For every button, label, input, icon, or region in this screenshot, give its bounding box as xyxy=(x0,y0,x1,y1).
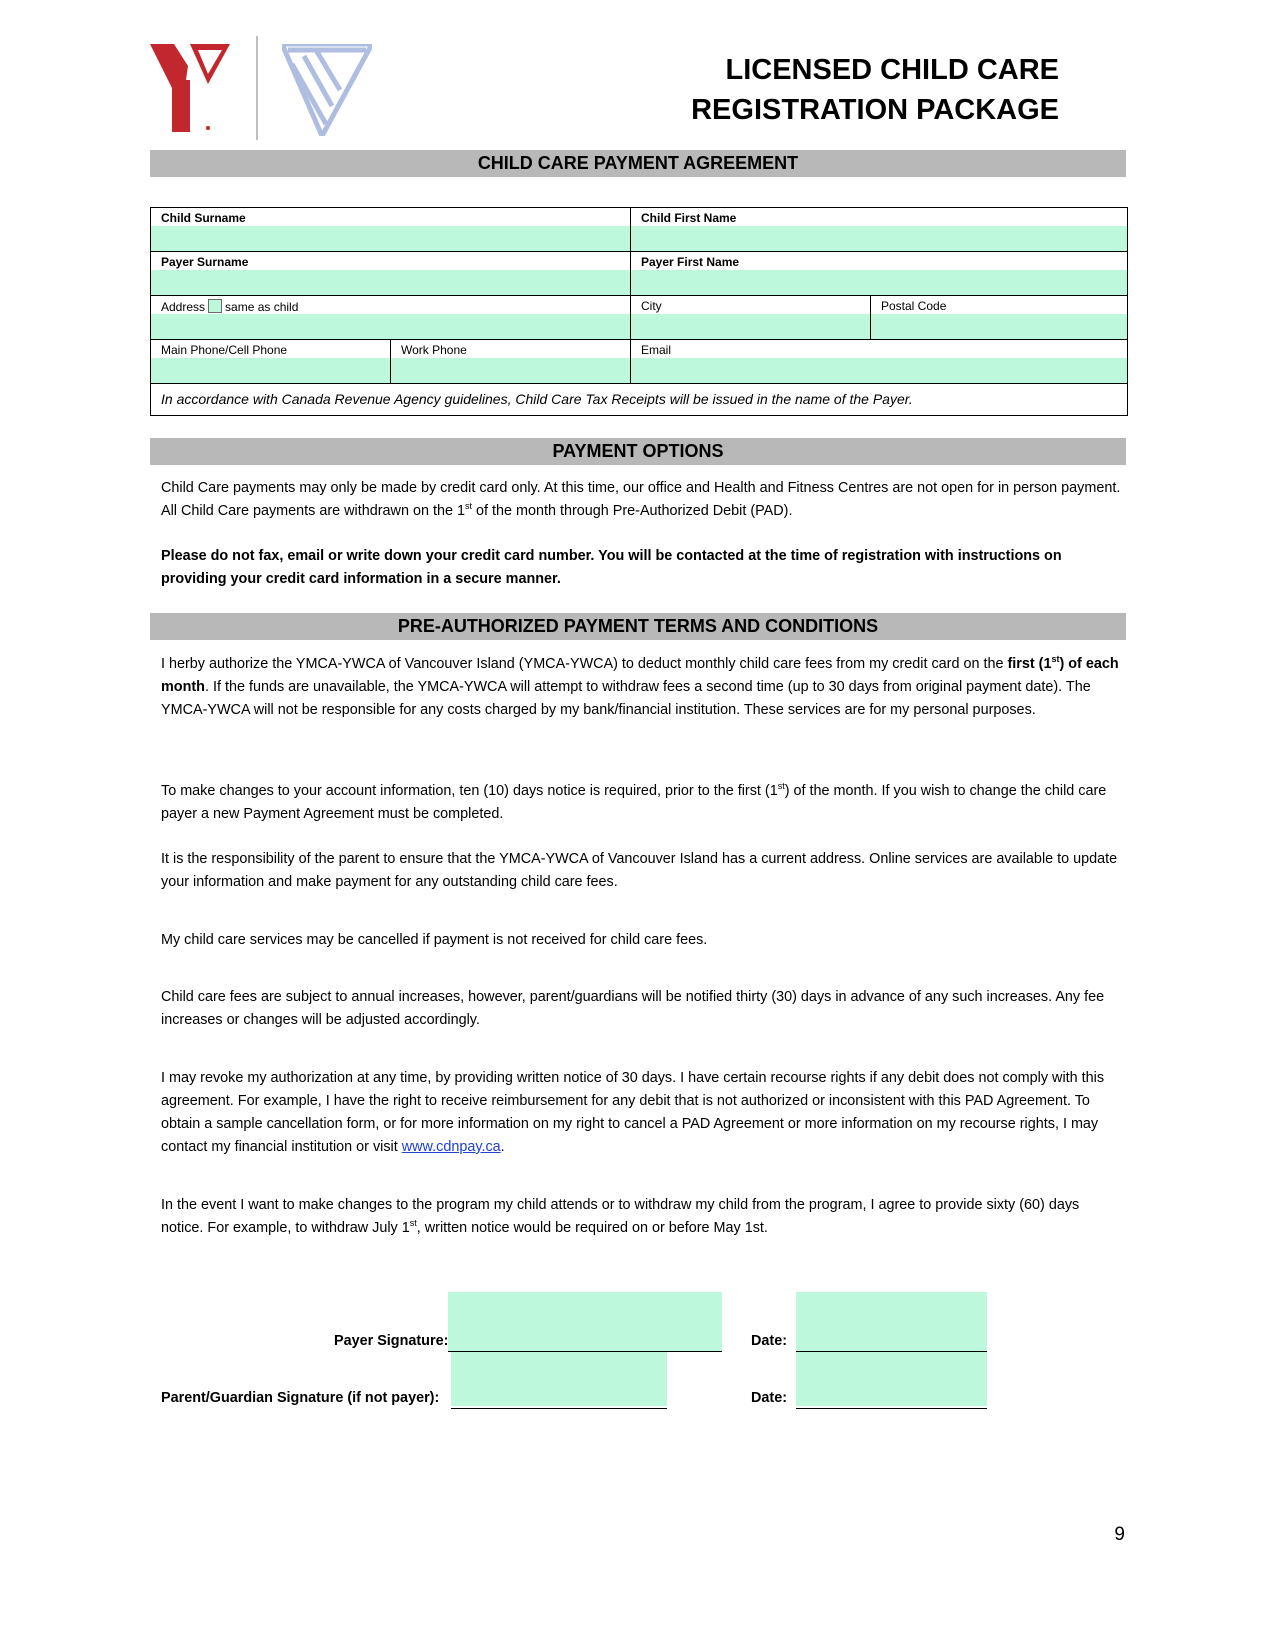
parent-date-line xyxy=(796,1388,987,1409)
logo-divider xyxy=(256,36,258,140)
address-field[interactable] xyxy=(151,314,630,339)
main-phone-label: Main Phone/Cell Phone xyxy=(161,343,288,357)
address-label: Address xyxy=(161,300,206,314)
email-field[interactable] xyxy=(631,358,1127,383)
terms-paragraph-5: Child care fees are subject to annual increases, however, parent/guardians will be notified thirty (30) days in advance of any such increases. Any fee increases or changes will be adjusted accordingly. xyxy=(161,989,1105,1028)
child-first-name-label: Child First Name xyxy=(641,211,737,225)
terms-paragraph-3: It is the responsibility of the parent to ensure that the YMCA-YWCA of Vancouver Island has a current address. Online services are available to update your information and make payment for any outstanding child care fees. xyxy=(161,851,1118,890)
address-cell xyxy=(151,296,631,340)
payer-surname-field[interactable] xyxy=(151,270,630,295)
address-label-row xyxy=(151,296,630,314)
child-surname-field[interactable] xyxy=(151,226,630,251)
tax-receipt-note: In accordance with Canada Revenue Agency guidelines, Child Care Tax Receipts will be issued in the name of the Payer. xyxy=(161,391,913,407)
payer-date-label: Date: xyxy=(751,1333,787,1349)
city-field[interactable] xyxy=(631,314,870,339)
terms-paragraph-4: My child care services may be cancelled if payment is not received for child care fees. xyxy=(161,932,708,948)
cdnpay-link[interactable]: www.cdnpay.ca xyxy=(401,1139,501,1155)
child-first-name-cell xyxy=(631,208,1128,252)
payer-date-line xyxy=(796,1331,987,1352)
payer-surname-cell xyxy=(151,252,631,296)
payer-first-name-field[interactable] xyxy=(631,270,1127,295)
child-surname-cell xyxy=(151,208,631,252)
city-cell xyxy=(631,296,871,340)
terms-paragraph-1: I herby authorize the YMCA-YWCA of Vancouver Island (YMCA-YWCA) to deduct monthly child care fees from my credit card on the first (1st) of each month. If the funds are unavailable, the YMCA-YWCA will attempt to withdraw fees a second time (up to 30 days from original payment date). The YMCA-YWCA will not be responsible for any costs charged by my bank/financial institution. These services are for my personal purposes. xyxy=(161,654,1119,718)
page-number: 9 xyxy=(1114,1524,1125,1545)
email-label: Email xyxy=(641,343,672,357)
section-header-payment-options: PAYMENT OPTIONS xyxy=(150,438,1126,465)
same-as-child-label: same as child xyxy=(225,300,299,314)
ywca-logo xyxy=(282,44,372,136)
work-phone-label: Work Phone xyxy=(401,343,467,357)
payment-agreement-form xyxy=(150,207,1128,416)
postal-code-field[interactable] xyxy=(871,314,1127,339)
document-title: LICENSED CHILD CARE REGISTRATION PACKAGE xyxy=(691,54,1059,126)
same-as-child-checkbox[interactable] xyxy=(208,299,222,313)
parent-date-label: Date: xyxy=(751,1390,787,1406)
child-first-name-field[interactable] xyxy=(631,226,1127,251)
tax-receipt-note-cell xyxy=(151,384,1128,416)
child-surname-label: Child Surname xyxy=(161,211,246,225)
postal-code-cell xyxy=(871,296,1128,340)
section-header-agreement: CHILD CARE PAYMENT AGREEMENT xyxy=(150,150,1126,177)
payer-signature-label: Payer Signature: xyxy=(334,1333,449,1349)
ymca-logo xyxy=(150,44,230,132)
postal-code-label: Postal Code xyxy=(881,299,947,313)
email-cell xyxy=(631,340,1128,384)
terms-paragraph-7: In the event I want to make changes to the program my child attends or to withdraw my child from the program, I agree to provide sixty (60) days notice. For example, to withdraw July 1st, written notice would be required on or before May 1st. xyxy=(161,1197,1080,1236)
main-phone-cell xyxy=(151,340,391,384)
payment-options-paragraph: Child Care payments may only be made by credit card only. At this time, our office and Health and Fitness Centres are not open for in person payment. All Child Care payments are withdrawn on the 1st of the month through Pre-Authorized Debit (PAD). xyxy=(161,480,1121,519)
city-label: City xyxy=(641,299,662,313)
payer-signature-line xyxy=(448,1331,722,1352)
main-phone-field[interactable] xyxy=(151,358,390,383)
credit-card-warning: Please do not fax, email or write down your credit card number. You will be contacted at the time of registration with instructions on providing your credit card information in a secure manner. xyxy=(161,548,1062,587)
ymca-y-shape xyxy=(150,44,190,132)
work-phone-cell xyxy=(391,340,631,384)
work-phone-field[interactable] xyxy=(391,358,630,383)
payer-first-name-cell xyxy=(631,252,1128,296)
payer-surname-label: Payer Surname xyxy=(161,255,249,269)
terms-paragraph-6: I may revoke my authorization at any time, by providing written notice of 30 days. I have certain recourse rights if any debit does not comply with this agreement. For example, I have the right to receive reimbursement for any debit that is not authorized or inconsistent with this PAD Agreement. To obtain a sample cancellation form, or for more information on my right to cancel a PAD Agreement or more information on my recourse rights, I may contact my financial institution or visit www.cdnpay.ca. xyxy=(161,1070,1105,1155)
section-header-pad-terms: PRE-AUTHORIZED PAYMENT TERMS AND CONDITIONS xyxy=(150,613,1126,640)
parent-signature-line xyxy=(451,1388,667,1409)
payer-first-name-label: Payer First Name xyxy=(641,255,740,269)
parent-signature-label: Parent/Guardian Signature (if not payer): xyxy=(161,1390,440,1406)
terms-paragraph-2: To make changes to your account information, ten (10) days notice is required, prior to the first (1st) of the month. If you wish to change the child care payer a new Payment Agreement must be completed. xyxy=(161,781,1107,822)
